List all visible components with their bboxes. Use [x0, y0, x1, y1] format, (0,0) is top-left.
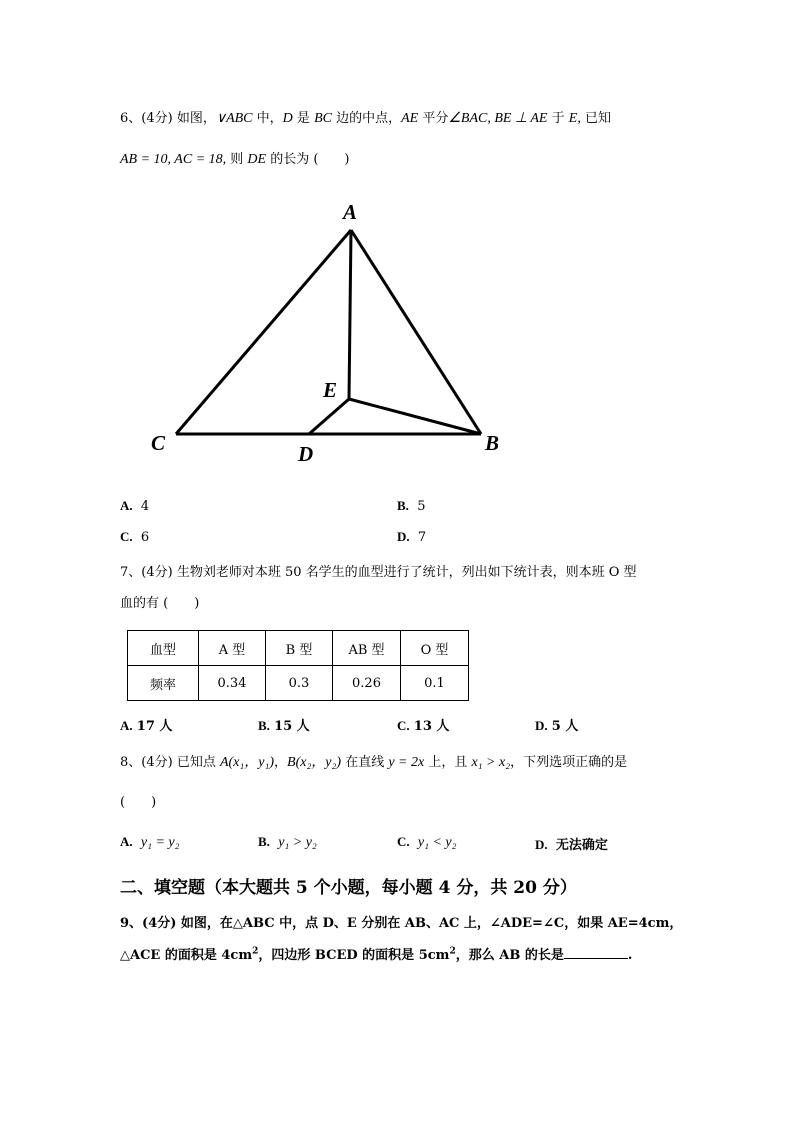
q7-option-b[interactable]: B. 15 人 [258, 718, 310, 734]
q8-option-a[interactable]: A. y₁ = y₂ [120, 834, 180, 850]
q6-option-d[interactable]: D. 7 [397, 529, 427, 545]
table-cell: B 型 [266, 631, 333, 666]
table-row [128, 631, 469, 666]
q7-option-a[interactable]: A. 17 人 [120, 718, 173, 734]
label-a: A [343, 200, 358, 224]
segment-ae [349, 230, 351, 399]
table-row [128, 666, 469, 701]
table-cell: 0.34 [199, 666, 266, 701]
label-e: E [323, 378, 338, 402]
q6-line1: 6、(4分) 如图，∨ABC 中，D 是 BC 边的中点，AE 平分∠BAC, BE ⊥ AE 于 E, 已知 [120, 111, 611, 126]
table-cell: 频率 [128, 666, 199, 701]
segment-ed [309, 399, 349, 434]
q9-line1: 9、(4分) 如图，在△ABC 中，点 D、E 分别在 AB、AC 上，∠ADE=∠C，如果 AE=4cm， [120, 916, 683, 931]
q8-option-d[interactable]: D. 无法确定 [535, 837, 608, 853]
q6-option-a[interactable]: A. 4 [120, 498, 150, 514]
table-cell: 0.3 [266, 666, 333, 701]
q8-option-b[interactable]: B. y₁ > y₂ [258, 834, 317, 850]
q8-line1: 8、(4分) 已知点 A(x₁，y₁)，B(x₂，y₂) 在直线 y = 2x 上，且 x₁ > x₂，下列选项正确的是 [120, 755, 628, 770]
q7-option-c[interactable]: C. 13 人 [397, 718, 450, 734]
q7-option-d[interactable]: D. 5 人 [535, 718, 579, 734]
q9-line2: △ACE 的面积是 $4cm^2$，四边形 BCED 的面积是 $5cm^2$，那么 AB 的长是 . [120, 946, 633, 963]
label-b: B [485, 431, 500, 455]
label-d: D [298, 442, 314, 466]
table-cell: A 型 [199, 631, 266, 666]
q6-option-c[interactable]: C. 6 [120, 529, 150, 545]
triangle-figure [0, 0, 794, 480]
answer-blank[interactable] [564, 946, 628, 959]
table-cell: O 型 [401, 631, 469, 666]
section-title: 二、填空题（本大题共 5 个小题，每小题 4 分，共 20 分） [120, 878, 577, 898]
q8-option-c[interactable]: C. y₁ < y₂ [397, 834, 457, 850]
q7-line1: 7、(4分) 生物刘老师对本班 50 名学生的血型进行了统计，列出如下统计表，则本班 O 型 [120, 565, 637, 580]
table-cell: 0.1 [401, 666, 469, 701]
q7-line2: 血的有 ( ) [120, 596, 200, 611]
q6-line2: AB = 10, AC = 18, 则 DE 的长为 ( ) [120, 152, 350, 167]
table-cell: 血型 [128, 631, 199, 666]
table-cell: 0.26 [333, 666, 401, 701]
q6-option-b[interactable]: B. 5 [397, 498, 426, 514]
q8-line2: ( ) [120, 795, 157, 810]
label-c: C [151, 431, 166, 455]
blood-type-table [127, 630, 469, 701]
table-cell: AB 型 [333, 631, 401, 666]
edge-ac [176, 230, 351, 434]
